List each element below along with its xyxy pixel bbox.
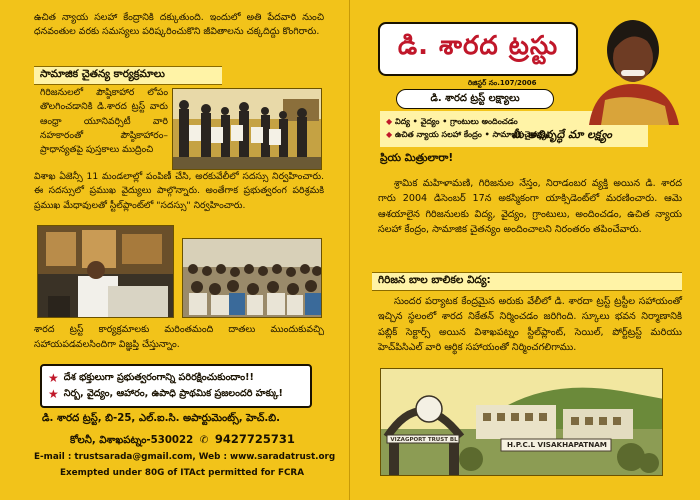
photo-book-release <box>172 88 322 170</box>
school-building-image <box>381 369 663 476</box>
slogan-callout <box>40 364 312 408</box>
goals-line-1-text: విద్య • వైద్యం • గ్రాంటులు అందించడం <box>394 117 518 126</box>
trust-slogan: మీ అభివృద్ధే మా లక్ష్యం <box>512 128 612 141</box>
education-section-title: గిరిజన బాల బాలికల విద్య: <box>372 272 682 291</box>
social-para-top: గిరిజనులలో పౌష్ఠికాహార లోపం తొలగించడానికి డి.శారద ట్రస్ట్ వారు ఆంధ్రా యూనివర్సిటీ వారి నహకారంతో పౌష్ఠికాహారం– ప్రాధాన్యతపై పుస్తకాలు ముద్రించి <box>40 87 168 156</box>
photo-school-building <box>380 368 663 476</box>
phone-number: 9427725731 <box>214 432 295 446</box>
founder-portrait <box>575 10 687 125</box>
callout-row-1 <box>48 370 304 386</box>
email-web-line: E-mail : trustsarada@gmail.com, Web : www.saradatrust.org <box>34 452 336 462</box>
diamond-icon: ◆ <box>386 117 393 126</box>
donor-appeal-para: శారద ట్రస్ట్ కార్యక్రమాలకు మరింతమంది దాతలు ముందుకువచ్చి సహాయపడవలసిందిగా విజ్ఞప్తి చేస్తున్నాం. <box>34 324 324 350</box>
trust-title: డి. శారద ట్రస్టు <box>378 22 578 76</box>
goals-line-2-text: ఉచిత న్యాయ సలహా కేంద్రం • సామాజిక చైతన్యం <box>394 130 550 139</box>
social-para-full: విశాఖ ఏజెన్సీ 11 మండలాల్లో పంపిణీ చేసి, అరకువేలీలో సదస్సు నిర్వహించారు. ఈ సదస్సులో ప్రముఖ వైద్యులు పాల్గొన్నారు. అంతేగాక ప్రభుత్వరంగ పరిశ్రమకి ప్రముఖ మేధావులతో స్టీల్‌ప్లాంట్‌లో "సదస్సు" నిర్వహించారు. <box>34 171 324 211</box>
education-para: సుందర పర్యాటక కేంద్రమైన అరుకు వేలీలో డి. శారదా ట్రస్ట్ ట్రస్టీల సహాయంతో ఇచ్చిన స్థలంలో శారద నికేతన్ నిర్మించడం జరిగింది. స్కూలు భవన నిర్మాణానికి పబ్లిక్ సెక్టార్స్ అయిన విశాఖపట్నం స్టీల్‌ప్లాంట్, సెయిల్, పోర్ట్‌ట్రస్ట్ మరియు హెచ్‌పిసిఎల్ వారి ఆర్థిక సహాయంతో నిర్మించగలిగాము. <box>378 296 682 353</box>
greeting: ప్రియ మిత్రులారా! <box>380 152 454 164</box>
social-section-title: సామాజిక చైతన్య కార్యక్రమాలు <box>34 66 222 85</box>
exemption-line: Exempted under 80G of ITAct permitted for FCRA <box>60 468 305 478</box>
star-icon: ★ <box>48 371 59 385</box>
building-sign: H.P.C.L VISAKHAPATNAM <box>507 441 607 449</box>
address-line-1: డి. శారద ట్రస్ట్, బి-25, ఎల్.ఐ.సి. అపార్టుమెంట్స్, హెచ్.బి. <box>42 413 281 424</box>
speaker-image <box>38 226 174 318</box>
registration-number: రిజిస్టర్ నం.107/2006 <box>468 79 537 87</box>
phone-icon: ✆ <box>199 435 209 446</box>
diamond-icon: ◆ <box>386 130 393 139</box>
photo-audience <box>182 238 322 318</box>
star-icon: ★ <box>48 387 59 401</box>
callout-row-2 <box>48 386 304 402</box>
book-release-image <box>173 89 322 170</box>
audience-image <box>183 239 322 318</box>
photo-speaker <box>37 225 174 318</box>
goals-title: డి. శారద ట్రస్ట్ లక్ష్యాలు <box>396 89 554 109</box>
gate-sign: VIZAGPORT TRUST BL <box>390 437 458 443</box>
address-line-2: కోలనీ, విశాఖపట్నం-530022 <box>70 435 194 446</box>
callout-text-1: దేశ భక్తులుగా ప్రభుత్వరంగాన్ని పరిరక్షించుకుందాం!! <box>63 372 254 383</box>
left-intro-para: ఉచిత న్యాయ సలహా కేంద్రానికి దక్కుతుంది. ఇందులో అతి పేదవారి నుంచి ధనవంతుల వరకు సమస్యలు పరిష్కరించుకొని జీవితాలను చక్కదిద్దు కొంగిరారు. <box>34 12 324 37</box>
right-intro-para: శ్రామిక మహిళామణి, గిరిజనుల నేస్తం, నిరాడంబర వ్యక్తి అయిన డి. శారద గారు 2004 డిసెంబర్ 17న అకస్మికంగా యాక్సిడెంట్‌లో మరణించారు. ఆమె ఆశయాలైన గిరిజనులకు విద్య, వైద్యం, గ్రాంటులు, అందించడం, ఉచిత న్యాయ సలహా కేంద్రం, సామాజిక చైతన్యం అందించాలని నిరంతరం తపించేవారు. <box>378 178 682 235</box>
portrait-image <box>575 10 687 125</box>
callout-text-2: నిర్బ, వైద్యం, ఆహారం, ఉపాధి ప్రాథమిక ప్రజలందరి హక్కు! <box>63 388 283 399</box>
address-line-2-row <box>70 432 295 448</box>
